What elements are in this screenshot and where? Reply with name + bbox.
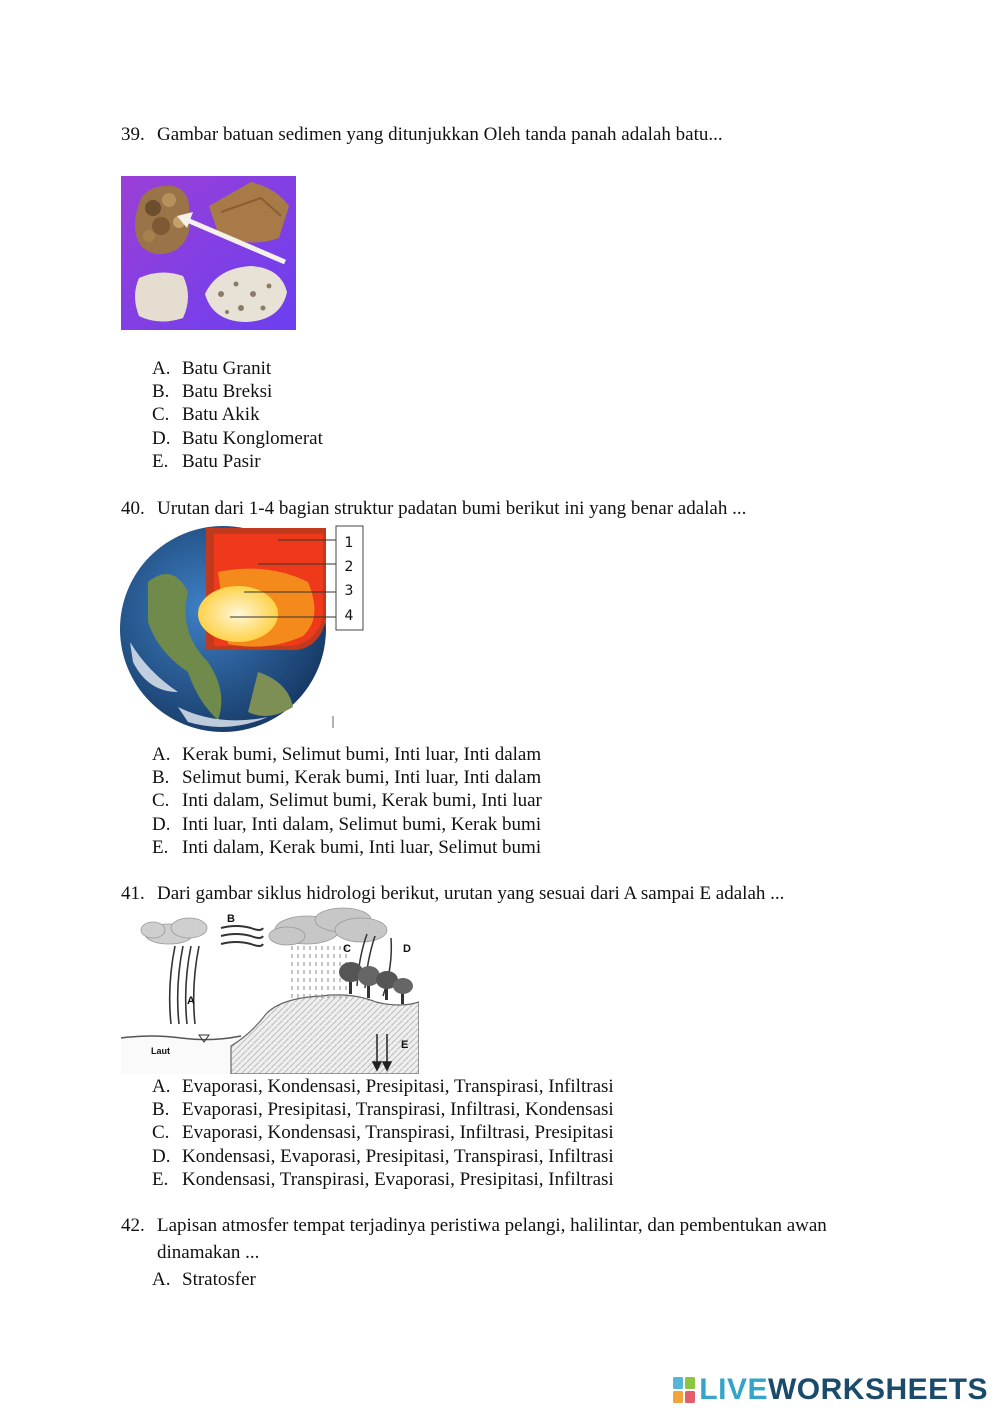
option-c[interactable]: C. Batu Akik [152,404,260,426]
question-number: 41. [121,883,145,904]
earth-structure-image [118,522,368,734]
option-a[interactable]: A. Evaporasi, Kondensasi, Presipitasi, Transpirasi, Infiltrasi [152,1076,614,1097]
label-1: 1 [344,535,354,551]
question-41 [121,882,784,906]
label-4: 4 [344,608,354,624]
label-3: 3 [344,583,354,599]
question-number: 42. [121,1215,145,1236]
option-b[interactable]: B. Selimut bumi, Kerak bumi, Inti luar, Inti dalam [152,767,542,789]
option-d[interactable]: D. Batu Konglomerat [152,427,323,449]
options-39 [152,357,323,473]
question-text: Lapisan atmosfer tempat terjadinya peristiwa pelangi, halilintar, dan pembentukan awan [157,1215,827,1236]
option-e[interactable]: E. Inti dalam, Kerak bumi, Inti luar, Selimut bumi [152,836,542,858]
label-d: D [403,943,411,955]
question-39 [121,123,723,147]
option-b[interactable]: B. Evaporasi, Presipitasi, Transpirasi, Infiltrasi, Kondensasi [152,1099,614,1121]
inner-core-layer [198,586,278,642]
question-text: Dari gambar siklus hidrologi berikut, urutan yang sesuai dari A sampai E adalah ... [157,883,785,904]
question-text: Urutan dari 1-4 bagian struktur padatan bumi berikut ini yang benar adalah ... [157,498,747,519]
question-text: Gambar batuan sedimen yang ditunjukkan Oleh tanda panah adalah batu... [157,124,723,145]
label-c: C [343,943,351,955]
label-2: 2 [344,559,354,575]
option-d[interactable]: D. Inti luar, Inti dalam, Selimut bumi, Kerak bumi [152,813,542,835]
logo-text: LIVEWORKSHEETS [699,1373,988,1406]
liveworksheets-logo [673,1372,988,1408]
options-42 [152,1268,256,1291]
option-c[interactable]: C. Evaporasi, Kondensasi, Transpirasi, Infiltrasi, Presipitasi [152,1122,614,1144]
question-42 [121,1214,827,1238]
label-b: B [227,913,235,925]
question-42-continuation: dinamakan ... [157,1242,260,1263]
liveworksheets-badge-icon [673,1377,695,1403]
label-e: E [401,1039,409,1051]
option-a[interactable]: A. Stratosfer [152,1269,256,1290]
option-e[interactable]: E. Batu Pasir [152,450,261,472]
option-c[interactable]: C. Inti dalam, Selimut bumi, Kerak bumi, Inti luar [152,790,542,812]
sedimentary-rocks-image [121,176,296,330]
pale-rock [135,272,188,321]
question-number: 40. [121,498,145,519]
options-40 [152,743,542,859]
options-41 [152,1075,614,1191]
option-d[interactable]: D. Kondensasi, Evaporasi, Presipitasi, Transpirasi, Infiltrasi [152,1145,614,1167]
question-number: 39. [121,124,145,145]
label-a: A [187,995,195,1007]
option-b[interactable]: B. Batu Breksi [152,381,273,403]
water-cycle-image [121,906,419,1074]
option-a[interactable]: A. Batu Granit [152,358,272,379]
label-sea: Laut [151,1046,170,1056]
question-40 [121,497,746,521]
option-a[interactable]: A. Kerak bumi, Selimut bumi, Inti luar, Inti dalam [152,744,542,765]
option-e[interactable]: E. Kondensasi, Transpirasi, Evaporasi, Presipitasi, Infiltrasi [152,1168,614,1190]
